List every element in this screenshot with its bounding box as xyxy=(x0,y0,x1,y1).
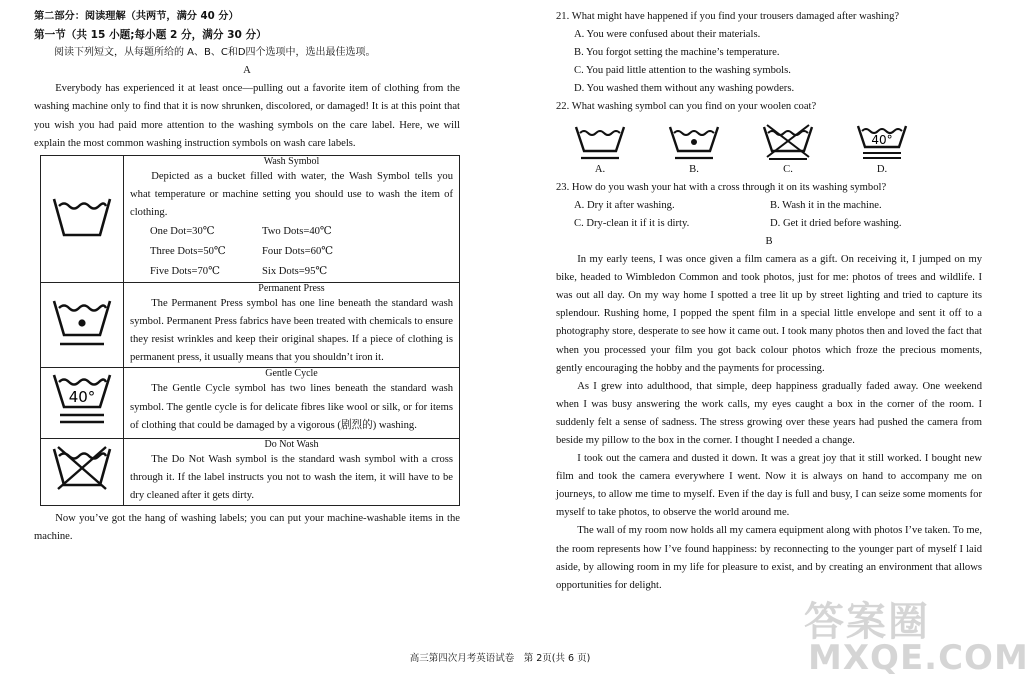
gentle-cycle-icon xyxy=(855,123,909,161)
row-title: Permanent Press xyxy=(258,283,325,295)
permanent-press-icon xyxy=(573,123,627,161)
watermark-line-1: 答案圈 xyxy=(804,599,930,645)
do-not-wash-desc xyxy=(124,438,460,505)
permanent-press-cell xyxy=(41,283,124,368)
permanent-press-desc xyxy=(124,283,460,368)
permanent-press-icon xyxy=(50,293,114,351)
do-not-wash-cell xyxy=(41,438,124,505)
table-row xyxy=(41,438,460,505)
list-item: Three Dots=50℃ xyxy=(150,246,226,258)
q23-option-a: A. Dry it after washing. xyxy=(574,199,675,211)
q23-option-c: C. Dry-clean it if it is dirty. xyxy=(574,217,690,229)
table-row xyxy=(41,155,460,282)
closing-paragraph: Now you’ve got the hang of washing labels; you can put your machine-washable items in the machine. xyxy=(34,512,460,542)
watermark-line-2: MXQE.COM xyxy=(808,638,1029,678)
section-heading: 第一节（共 15 小题;每小题 2 分，满分 30 分） xyxy=(34,29,267,42)
intro-paragraph: Everybody has experienced it at least once—pulling out a favorite item of clothing from the washing machine only to find that it is now shrunken, discolored, or damaged! It is at this point that you wish you had paid more attention to the washing symbols on the care label. Here, we will explain the most common washing instruction symbols on wash care labels. xyxy=(34,83,460,149)
option-label: A. xyxy=(594,163,606,175)
gentle-cycle-temp: 40° xyxy=(68,388,96,407)
list-item: Five Dots=70℃ xyxy=(150,266,220,278)
table-row xyxy=(41,283,460,368)
option-label: B. xyxy=(689,163,699,175)
passage-b-paragraph-4: The wall of my room now holds all my camera equipment along with photos I’ve taken. To me, the room represents how I’ve found happiness: by reconnecting to the younger part of myself I laid aside, by allowing room in my life for pleasure to exist, and by creating an environment that allows opportunities for delight. xyxy=(556,525,982,591)
gentle-cycle-cell xyxy=(41,368,124,438)
row-title: Gentle Cycle xyxy=(265,368,318,380)
list-item: Two Dots=40℃ xyxy=(262,226,332,238)
q22-option-a xyxy=(564,123,636,179)
wash-bucket-icon xyxy=(50,189,114,241)
watermark-logo xyxy=(804,590,1029,680)
q21-option-b: B. You forgot setting the machine’s temperature. xyxy=(574,47,780,59)
passage-label-b: B xyxy=(765,235,773,247)
wash-symbol-cell xyxy=(41,155,124,282)
gentle-cycle-temp: 40° xyxy=(871,132,893,147)
right-column xyxy=(556,8,982,595)
do-not-wash-icon xyxy=(50,443,114,493)
list-item: Six Dots=95℃ xyxy=(262,266,328,278)
option-label: C. xyxy=(783,163,793,175)
page-footer: 高三第四次月考英语试卷 第 2页(共 6 页) xyxy=(409,653,591,664)
passage-b-paragraph-1: In my early teens, I was once given a film camera as a gift. On receiving it, I jumped on my bike, headed to Wimbledon Common and took photos, just for me: photos of trees and wildlife. I was out all day. On my way home I spotted a tree lit up by street lighting and tried to capture its splendour. Rushing home, I popped the spent film in a special little envelope and sent it off to a photography store, desperate to see how it came out. I took many photos then and loved the fact that when you processed your film you got back colour photos which froze the precious moments, gently encouraging the hobby and the payments for processing. xyxy=(556,254,982,374)
wash-one-dot-icon xyxy=(667,123,721,161)
question-23: 23. How do you wash your hat with a cross through it on its washing symbol? xyxy=(556,181,887,193)
table-row xyxy=(41,368,460,438)
gentle-cycle-desc xyxy=(124,368,460,438)
row-text: Depicted as a bucket filled with water, the Wash Symbol tells you what temperature or machine setting you should use to wash the item of clothing. xyxy=(130,170,453,218)
q21-option-c: C. You paid little attention to the washing symbols. xyxy=(574,65,791,77)
q23-option-b: B. Wash it in the machine. xyxy=(770,199,882,211)
q21-option-d: D. You washed them without any washing powders. xyxy=(574,83,795,95)
left-column xyxy=(34,8,460,546)
q22-option-d xyxy=(846,123,918,179)
wash-symbol-desc xyxy=(124,155,460,282)
row-text: The Do Not Wash symbol is the standard wash symbol with a cross through it. If the label instructs you not to wash the item, it will have to be dry cleaned after it gets dirty. xyxy=(130,453,453,501)
row-text: The Permanent Press symbol has one line beneath the standard wash symbol. Permanent Press fabrics have been treated with chemicals to ensure they resist wrinkles and keep their original shapes. If a piece of clothing is permanent press, it usually means that you shouldn’t iron it. xyxy=(130,298,453,364)
washing-symbol-table xyxy=(40,155,460,506)
q21-option-a: A. You were confused about their materials. xyxy=(574,29,761,41)
do-not-wash-icon xyxy=(761,123,815,161)
option-label: D. xyxy=(876,163,888,175)
row-title: Do Not Wash xyxy=(264,438,319,450)
q23-option-d: D. Get it dried before washing. xyxy=(770,217,902,229)
list-item: One Dot=30℃ xyxy=(150,226,215,238)
passage-b-paragraph-2: As I grew into adulthood, that simple, deep happiness gradually faded away. One weekend when I was busy answering the work calls, my eyes caught a box in the corner of the room. I suddenly felt a sense of sadness. The stress growing over these years had pushed the camera from beside my pillow to the box in the corner. I thought I needed a change. xyxy=(556,380,982,446)
instruction: 阅读下列短文，从每题所给的 A、B、C和D四个选项中，选出最佳选项。 xyxy=(54,47,376,59)
q22-option-b xyxy=(658,123,730,179)
dot-temperature-list xyxy=(130,222,453,282)
q22-option-c xyxy=(752,123,824,179)
question-21: 21. What might have happened if you find your trousers damaged after washing? xyxy=(556,11,900,22)
passage-label-a: A xyxy=(243,65,251,77)
question-22: 22. What washing symbol can you find on your woolen coat? xyxy=(556,101,817,113)
gentle-cycle-icon xyxy=(50,369,114,429)
list-item: Four Dots=60℃ xyxy=(262,246,334,258)
part-heading: 第二部分：阅读理解（共两节，满分 40 分） xyxy=(34,11,239,22)
row-text: The Gentle Cycle symbol has two lines beneath the standard wash symbol. The gentle cycle is for delicate fibres like wool or silk, or for items of clothing that could be damaged by a vigorous (剧烈的) washing. xyxy=(130,383,453,431)
q22-symbol-options xyxy=(564,123,982,179)
q23-options xyxy=(556,197,982,233)
row-title: Wash Symbol xyxy=(263,155,320,167)
passage-b-paragraph-3: I took out the camera and dusted it down. It was a great joy that it still worked. I bought new film and took the camera everywhere I went. Now it is always on hand to accompany me on journeys, to allow me time to myself. Even if the day is full and busy, I can seize some moments for myself to take photos, to observe the world around me. xyxy=(556,453,982,519)
